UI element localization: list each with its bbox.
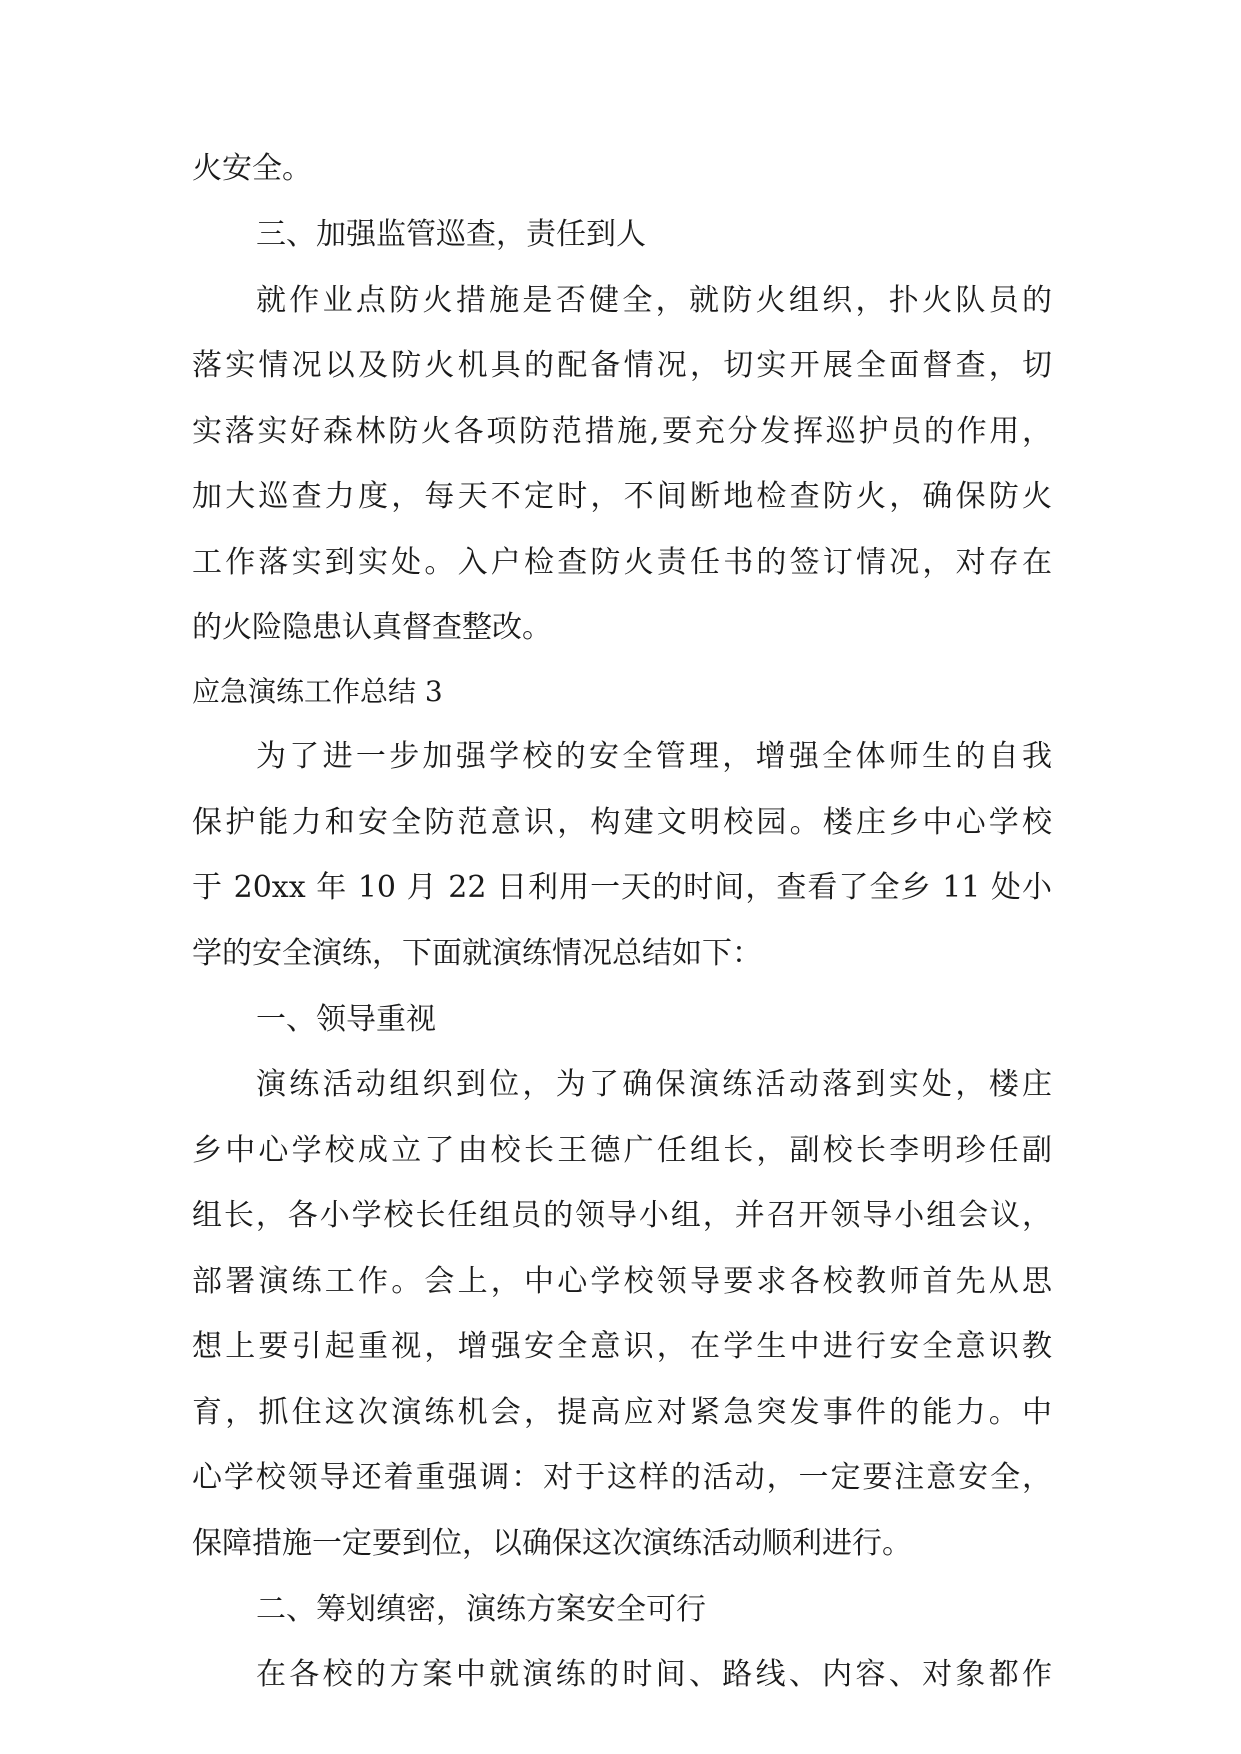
paragraph-line: 工作落实到实处。入户检查防火责任书的签订情况，对存在: [192, 545, 1052, 580]
paragraph-line: 演练活动组织到位，为了确保演练活动落到实处，楼庄: [256, 1067, 1052, 1102]
paragraph-line: 想上要引起重视，增强安全意识，在学生中进行安全意识教: [192, 1329, 1052, 1364]
paragraph-line: 部署演练工作。会上，中心学校领导要求各校教师首先从思: [192, 1264, 1052, 1299]
paragraph-line: 组长，各小学校长任组员的领导小组，并召开领导小组会议，: [192, 1198, 1052, 1233]
paragraph-line: 在各校的方案中就演练的时间、路线、内容、对象都作: [256, 1657, 1052, 1692]
section-heading: 二、筹划缜密，演练方案安全可行: [256, 1592, 706, 1627]
paragraph-line: 落实情况以及防火机具的配备情况，切实开展全面督查，切: [192, 348, 1052, 383]
paragraph-line: 加大巡查力度，每天不定时，不间断地检查防火，确保防火: [192, 479, 1052, 514]
paragraph-line: 实落实好森林防火各项防范措施,要充分发挥巡护员的作用，: [192, 414, 1052, 449]
paragraph-line: 为了进一步加强学校的安全管理，增强全体师生的自我: [256, 739, 1052, 774]
section-heading: 一、领导重视: [256, 1002, 436, 1037]
paragraph-line: 保护能力和安全防范意识，构建文明校园。楼庄乡中心学校: [192, 805, 1052, 840]
paragraph-line: 的火险隐患认真督查整改。: [192, 610, 552, 645]
paragraph-line: 于 20xx 年 10 月 22 日利用一天的时间，查看了全乡 11 处小: [192, 870, 1052, 905]
paragraph-line: 就作业点防火措施是否健全，就防火组织，扑火队员的: [256, 283, 1052, 318]
paragraph-line: 育，抓住这次演练机会，提高应对紧急突发事件的能力。中: [192, 1395, 1052, 1430]
paragraph-line: 乡中心学校成立了由校长王德广任组长，副校长李明珍任副: [192, 1133, 1052, 1168]
document-title: 应急演练工作总结 3: [192, 675, 443, 708]
section-heading: 三、加强监管巡查，责任到人: [256, 217, 646, 252]
paragraph-line: 学的安全演练，下面就演练情况总结如下：: [192, 936, 762, 971]
paragraph-line: 保障措施一定要到位，以确保这次演练活动顺利进行。: [192, 1526, 912, 1561]
paragraph-line: 火安全。: [192, 151, 312, 186]
paragraph-line: 心学校领导还着重强调：对于这样的活动，一定要注意安全，: [192, 1460, 1052, 1495]
